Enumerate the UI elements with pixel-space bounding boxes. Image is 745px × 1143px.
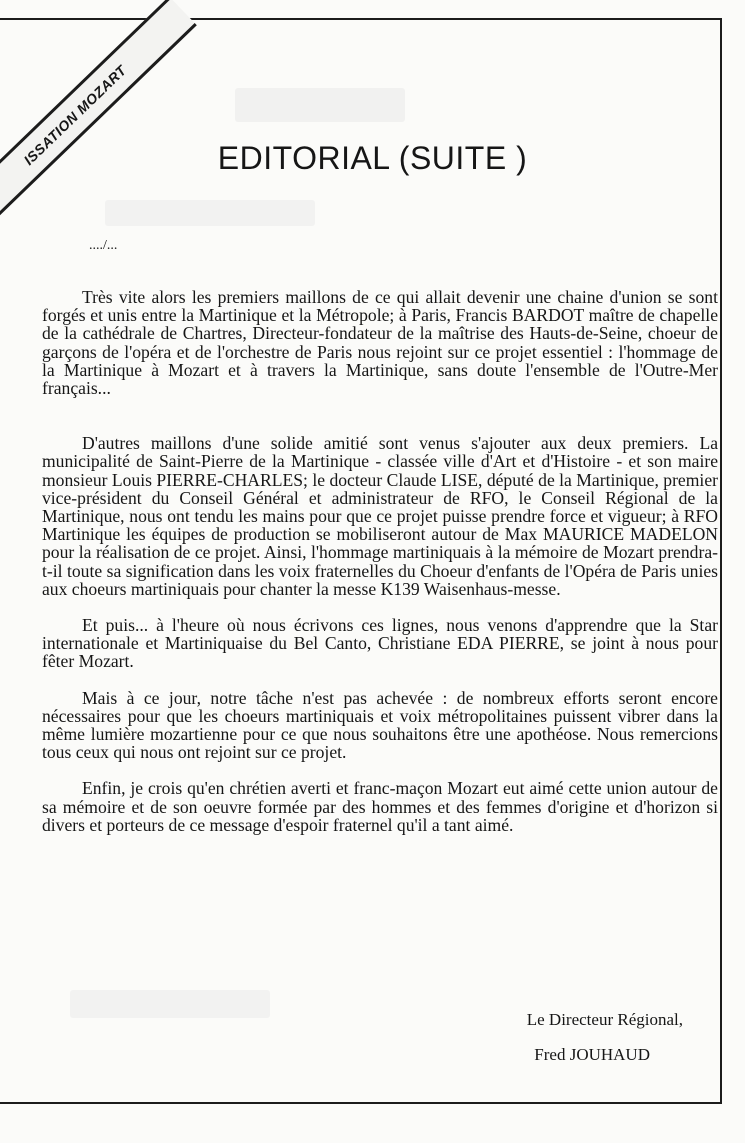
signature-name: Fred JOUHAUD (534, 1045, 650, 1064)
editorial-body (42, 288, 718, 834)
paragraph: Et puis... à l'heure où nous écrivons ces lignes, nous venons d'apprendre que la Star internationale et Martiniquaise du Bel Canto, Christiane EDA PIERRE, se joint à nous pour fêter Mozart. (42, 615, 718, 672)
show-through-ghost (70, 990, 270, 1018)
corner-ribbon-banner: ISSATION MOZART (0, 0, 197, 234)
show-through-ghost (105, 200, 315, 226)
paragraph: D'autres maillons d'une solide amitié sont venus s'ajouter aux deux premiers. La municipalité de Saint-Pierre de la Martinique - classée ville d'Art et d'Histoire - et son maire monsieur Louis PIERRE-CHARLES; le docteur Claude LISE, député de la Martinique, premier vice-président du Conseil Général et administrateur de RFO, le Conseil Régional de la Martinique, nous ont tendu les mains pour que ce projet puisse prendre force et vigueur; à RFO Martinique les équipes de production se mobiliseront autour de Max MAURICE MADELON pour la réalisation de ce projet. Ainsi, l'hommage martiniquais à la mémoire de Mozart prendra-t-il toute sa signification dans les voix fraternelles du Choeur d'enfants de l'Opéra de Paris unies aux choeurs martiniquais pour chanter la messe K139 Waisenhaus-messe. (42, 433, 718, 599)
show-through-ghost (235, 88, 405, 122)
paragraph: Mais à ce jour, notre tâche n'est pas achevée : de nombreux efforts seront encore nécessaires pour que les choeurs martiniquais et voix métropolitaines puissent vibrer dans la même lumière mozartienne pour ce que nous souhaitons être une apothéose. Nous remercions tous ceux qui nous ont rejoint sur ce projet. (42, 687, 718, 763)
signature-role: Le Directeur Régional, (526, 1010, 683, 1029)
continued-mark: ..../... (89, 238, 118, 253)
paragraph: Très vite alors les premiers maillons de ce qui allait devenir une chaine d'union se sont forgés et unis entre la Martinique et la Métropole; à Paris, Francis BARDOT maître de chapelle de la cathédrale de Chartres, Directeur-fondateur de la maîtrise des Hauts-de-Seine, choeur de garçons de l'opéra et de l'orchestre de Paris nous rejoint sur ce projet essentiel : l'hommage de la Martinique à Mozart et à travers la Martinique, sans doute l'ensemble de l'Outre-Mer français... (42, 287, 718, 399)
paragraph: Enfin, je crois qu'en chrétien averti et franc-maçon Mozart eut aimé cette union autour de sa mémoire et de son oeuvre formée par des hommes et des femmes d'origine et d'horizon si divers et porteurs de ce message d'espoir fraternel qu'il a tant aimé. (42, 778, 718, 835)
page-title: EDITORIAL (SUITE ) (217, 140, 528, 176)
